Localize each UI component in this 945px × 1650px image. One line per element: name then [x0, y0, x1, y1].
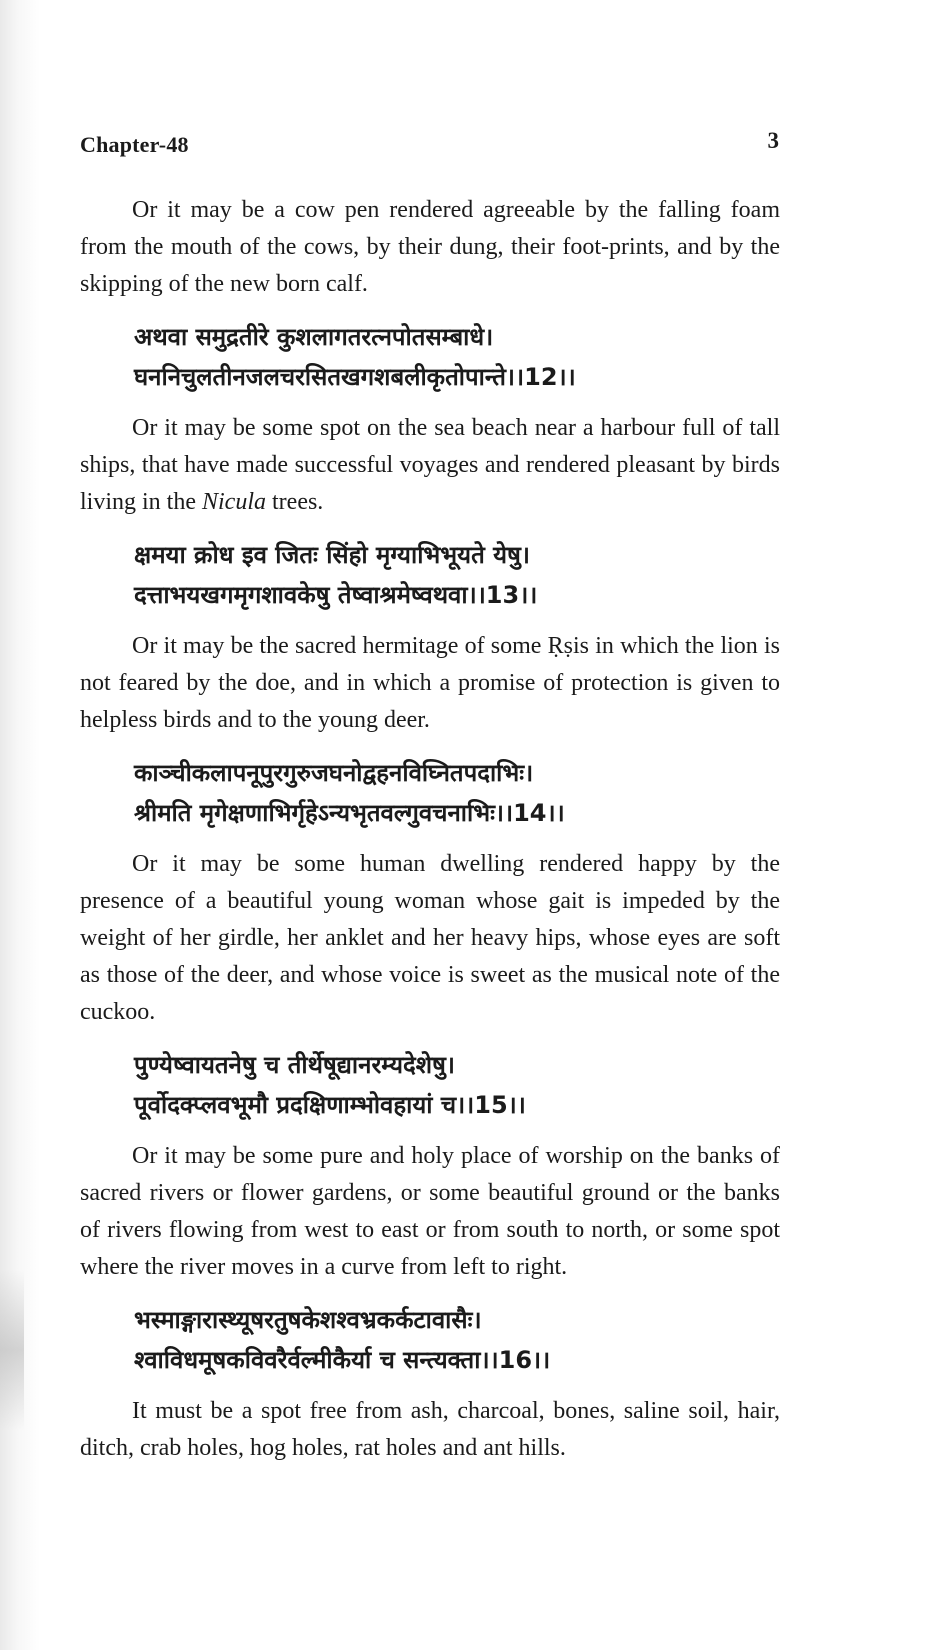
verse-line: भस्माङ्गारास्थ्यूषरतुषकेशश्वभ्रकर्कटावासैः। — [134, 1306, 482, 1334]
verse-line: श्वाविधमूषकविवरैर्वल्मीकैर्या च सन्त्यक्ता।।16।। — [134, 1346, 551, 1374]
page-number: 3 — [767, 128, 779, 153]
verse-line: क्षमया क्रोध इव जितः सिंहो मृग्याभिभूयते येषु। — [134, 541, 530, 569]
page-body — [80, 192, 780, 1467]
italic-term: Nicula — [202, 489, 266, 515]
prose-paragraph: Or it may be some human dwelling rendered happy by the presence of a beautiful young woman whose gait is impeded by the weight of her girdle, her anklet and her heavy hips, whose eyes are soft as those of the deer, and whose voice is sweet as the musical note of the cuckoo. — [80, 851, 780, 1025]
page-edge-shadow — [0, 1270, 24, 1430]
prose-paragraph: Or it may be a cow pen rendered agreeable by the falling foam from the mouth of the cows, by their dung, their foot-prints, and by the skipping of the new born calf. — [80, 197, 780, 297]
prose-paragraph: Or it may be the sacred hermitage of some Ṛṣis in which the lion is not feared by the doe, and in which a promise of protection is given to helpless birds and to the young deer. — [80, 633, 780, 733]
prose-paragraph: Or it may be some pure and holy place of worship on the banks of sacred rivers or flower gardens, or some beautiful ground or the banks of rivers flowing from west to east or from south to north, or some spot where the river moves in a curve from left to right. — [80, 1143, 780, 1280]
sanskrit-verse-13 — [134, 535, 780, 615]
sanskrit-verse-12 — [134, 317, 780, 397]
verse-line: दत्ताभयखगमृगशावकेषु तेष्वाश्रमेष्वथवा।।13।। — [134, 581, 538, 609]
prose-paragraph — [80, 410, 780, 521]
sanskrit-verse-16 — [134, 1300, 780, 1380]
prose-paragraph: It must be a spot free from ash, charcoal, bones, saline soil, hair, ditch, crab holes, hog holes, rat holes and ant hills. — [80, 1398, 780, 1461]
verse-line: पुण्येष्वायतनेषु च तीर्थेषूद्यानरम्यदेशेषु। — [134, 1051, 456, 1079]
verse-line: श्रीमति मृगेक्षणाभिर्गृहेऽन्यभृतवल्गुवचनाभिः।।14।। — [134, 799, 565, 827]
sanskrit-verse-15 — [134, 1045, 780, 1125]
sanskrit-verse-14 — [134, 753, 780, 833]
chapter-heading: Chapter-48 — [80, 132, 189, 157]
verse-line: काञ्चीकलापनूपुरगुरुजघनोद्वहनविघ्नितपदाभिः। — [134, 759, 534, 787]
prose-text: trees. — [266, 489, 324, 515]
verse-line: अथवा समुद्रतीरे कुशलागतरत्नपोतसम्बाधे। — [134, 323, 494, 351]
verse-line: घननिचुलतीनजलचरसितखगशबलीकृतोपान्ते।।12।। — [134, 363, 576, 391]
verse-line: पूर्वोदक्प्लवभूमौ प्रदक्षिणाम्भोवहायां च।।15।। — [134, 1091, 526, 1119]
prose-text: Or it may be some spot on the sea beach near a harbour full of tall ships, that have made successful voyages and rendered pleasant by birds living in the — [80, 415, 780, 515]
